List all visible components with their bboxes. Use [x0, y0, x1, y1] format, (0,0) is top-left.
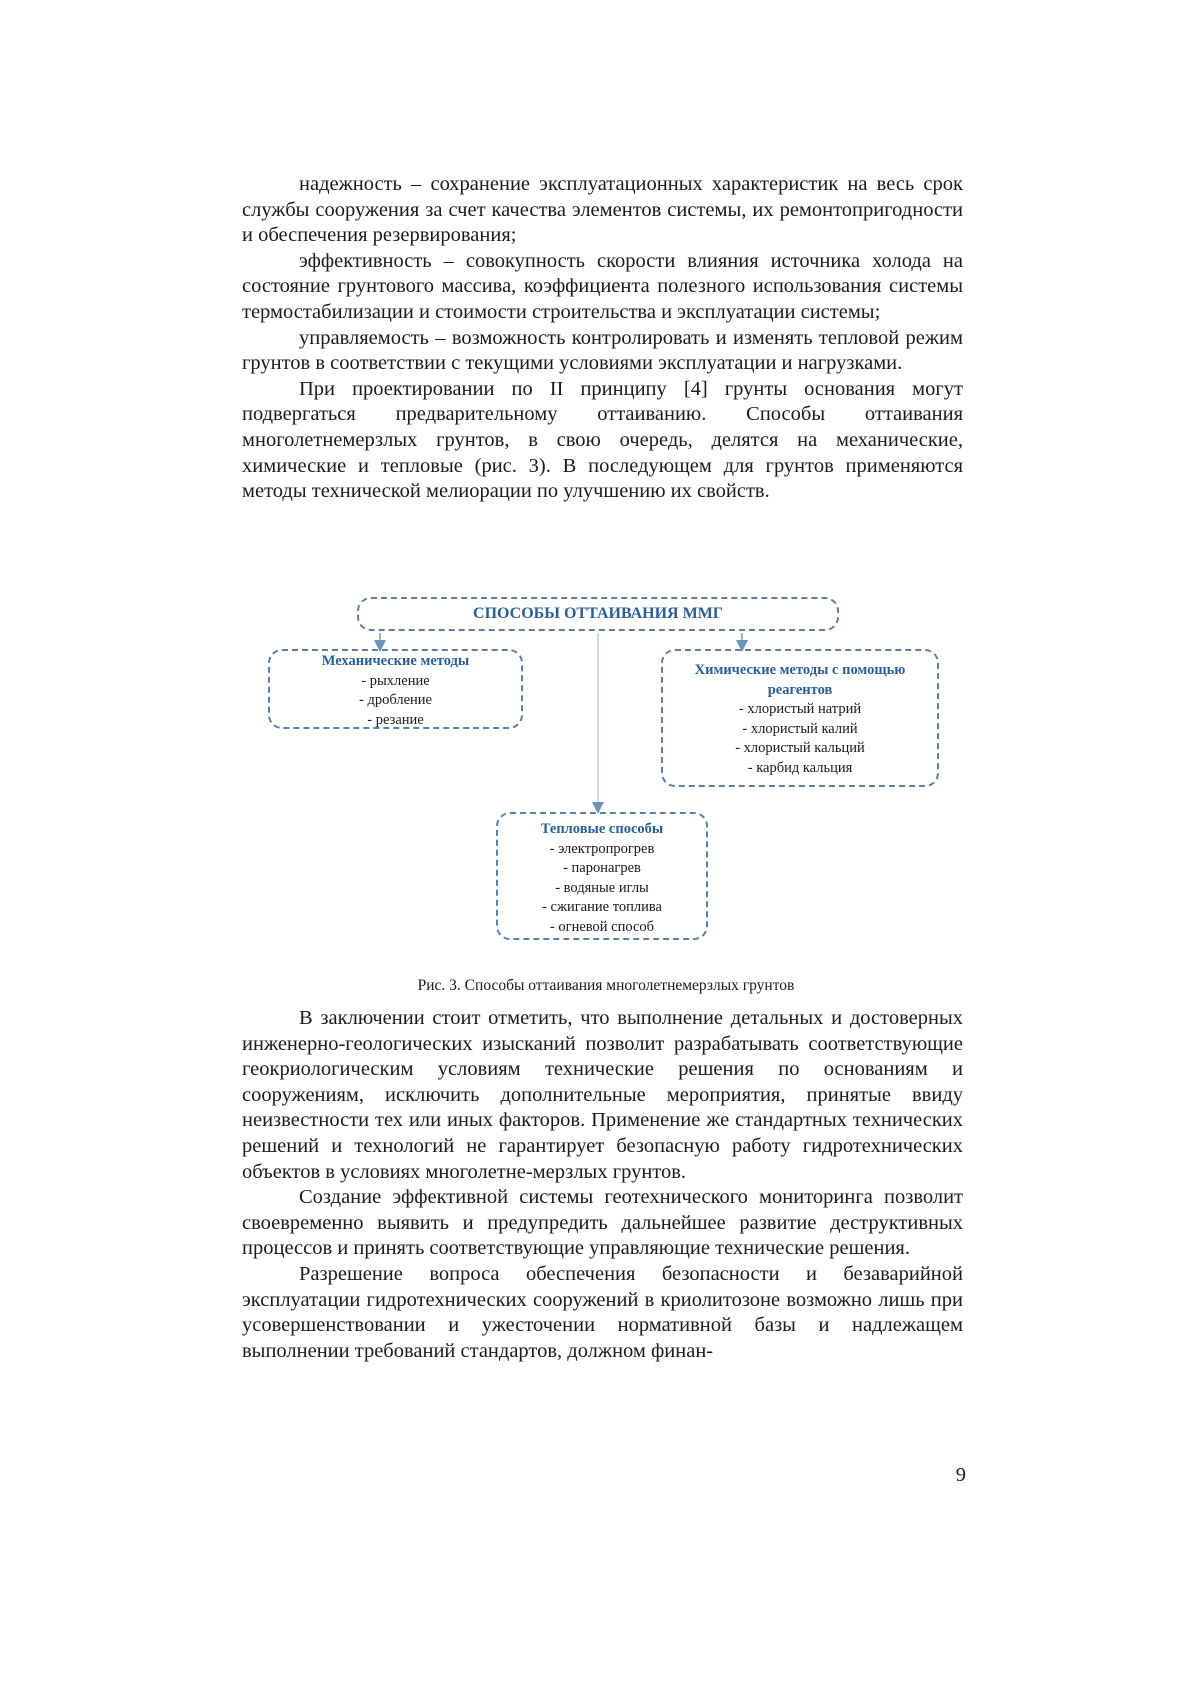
page-number: 9	[955, 1464, 966, 1486]
paragraph-monitoring: Создание эффективной системы геотехнического мониторинга позволит своевременно выявить и предупредить дальнейшее развитие деструктивных процессов и принять соответствующие управляющие технические решения.	[242, 1186, 963, 1260]
chemical-item: - хлористый натрий	[738, 701, 862, 717]
thermal-item: - сжигание топлива	[542, 899, 662, 915]
paragraph-conclusion: В заключении стоит отметить, что выполнение детальных и достоверных инженерно-геологических изысканий позволит разрабатывать соответствующие геокриологическим условиям технические решения по основаниям и сооружениям, исключить дополнительные мероприятия, принятые ввиду неизвестности тех или иных факторов. Применение же стандартных технических решений и технологий не гарантирует безопасную работу гидротехнических объектов в условиях многолетне-мерзлых грунтов.	[242, 1007, 963, 1183]
chemical-title-line1: Химические методы с помощью	[694, 662, 906, 678]
thermal-item: - водяные иглы	[555, 879, 649, 896]
mechanical-title: Механические методы	[321, 653, 470, 669]
paragraph-controllability: управляемость – возможность контролировать и изменять тепловой режим грунтов в соответствии с текущими условиями эксплуатации и нагрузками.	[242, 326, 963, 375]
paragraph-safety: Разрешение вопроса обеспечения безопасности и безаварийной эксплуатации гидротехнических сооружений в криолитозоне возможно лишь при усовершенствовании и ужесточении нормативной базы и надлежащем выполнении требований стандартов, должном финан-	[242, 1262, 963, 1362]
mechanical-item: - дробление	[359, 692, 432, 708]
thermal-item: - электропрогрев	[549, 840, 655, 857]
top-text-block	[242, 172, 963, 505]
paragraph-efficiency: эффективность – совокупность скорости влияния источника холода на состояние грунтового массива, коэффициента полезного использования системы термостабилизации и стоимости строительства и эксплуатации системы;	[242, 249, 963, 323]
diagram-mechanical-box	[268, 649, 523, 729]
diagram-chemical-box	[661, 649, 939, 787]
thermal-item: - огневой способ	[549, 918, 655, 935]
bottom-text-block	[242, 1006, 963, 1364]
chemical-item: - хлористый кальций	[735, 740, 865, 756]
chemical-item: - карбид кальция	[747, 759, 853, 776]
mechanical-item: - рыхление	[361, 672, 430, 689]
paragraph-reliability: надежность – сохранение эксплуатационных характеристик на весь срок службы сооружения за счет качества элементов системы, их ремонтопригодности и обеспечения резервирования;	[242, 173, 963, 247]
mechanical-item: - резание	[367, 711, 424, 728]
thermal-item: - паронагрев	[563, 860, 641, 876]
diagram-main-box	[357, 597, 839, 631]
paragraph-design-principle: При проектировании по II принципу [4] грунты основания могут подвергаться предварительному оттаиванию. Способы оттаивания многолетнемерзлых грунтов, в свою очередь, делятся на механические, химические и тепловые (рис. 3). В последующем для грунтов применяются методы технической мелиорации по улучшению их свойств.	[242, 377, 963, 503]
diagram-thermal-box	[496, 812, 708, 940]
thermal-title: Тепловые способы	[540, 821, 664, 837]
chemical-item: - хлористый калий	[742, 720, 858, 737]
chemical-title-line2: реагентов	[767, 681, 833, 698]
diagram-main-title: СПОСОБЫ ОТТАИВАНИЯ ММГ	[473, 605, 723, 622]
figure-caption: Рис. 3. Способы оттаивания многолетнемерзлых грунтов	[417, 977, 795, 994]
